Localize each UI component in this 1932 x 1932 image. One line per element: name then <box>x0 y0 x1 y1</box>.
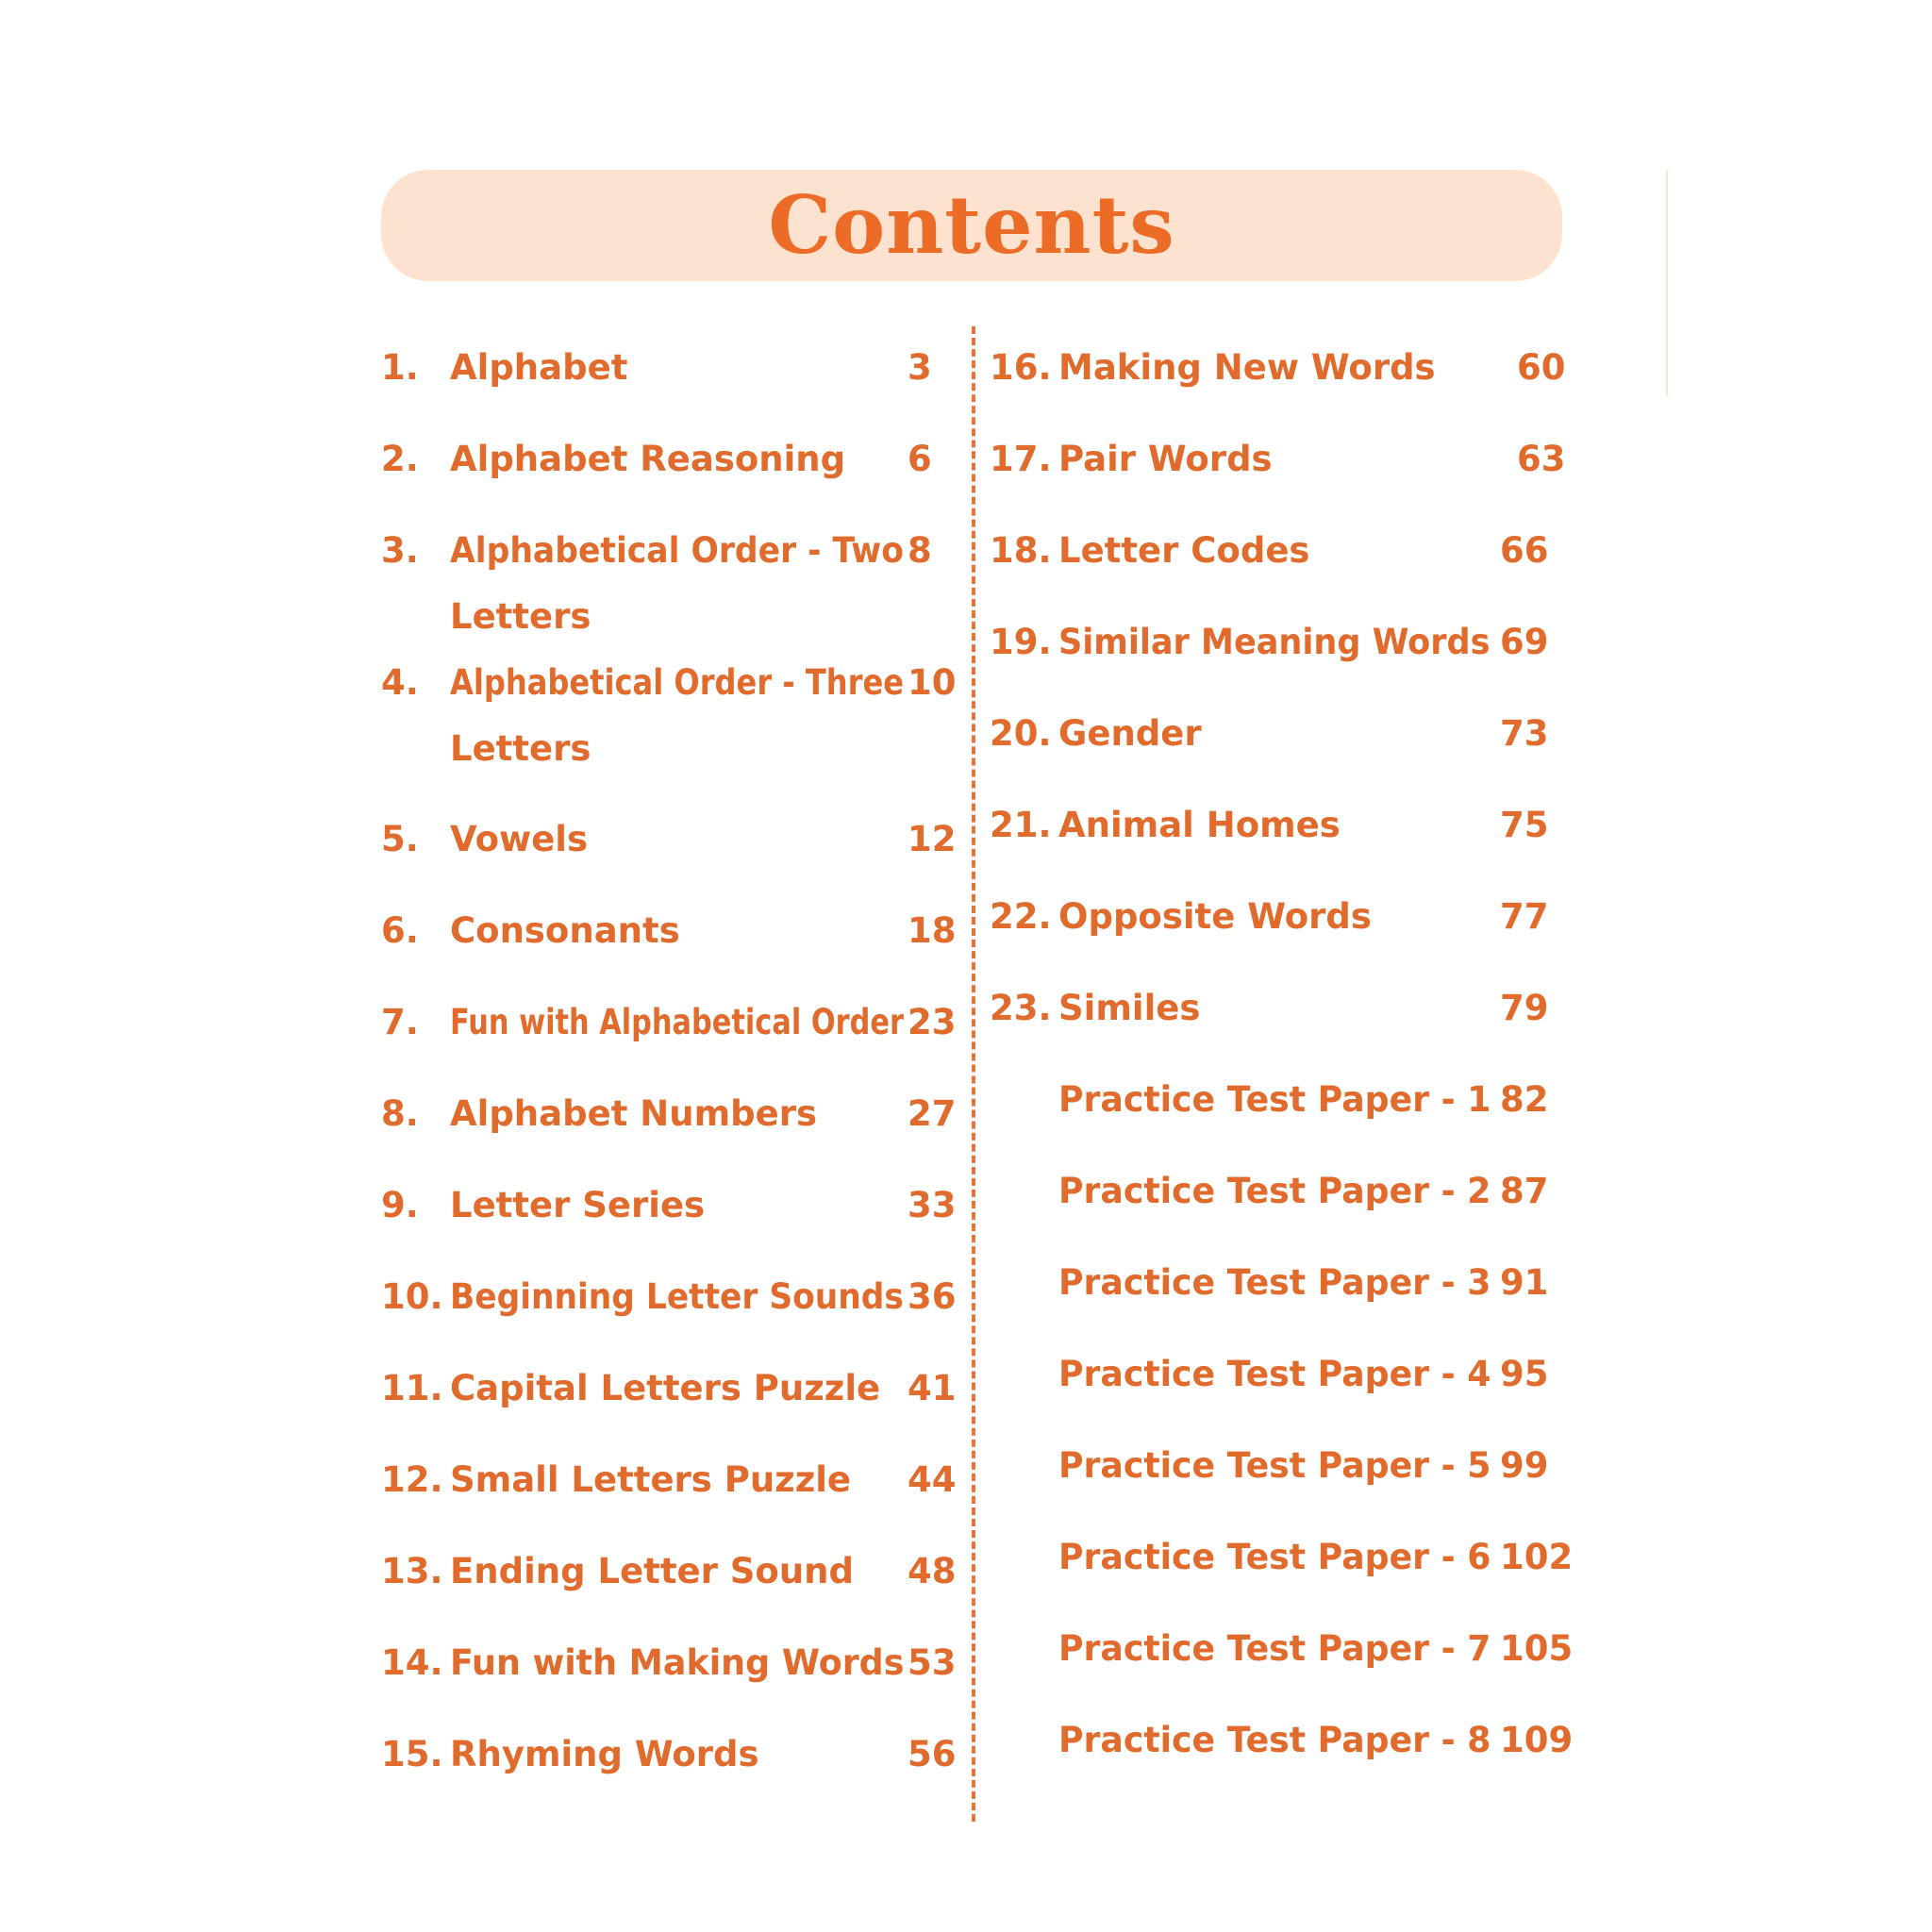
entry-number: 1. <box>381 347 419 388</box>
entry-number: 15. <box>381 1734 443 1774</box>
entry-title: Pair Words <box>1058 439 1273 479</box>
entry-title: Alphabetical Order - Three <box>450 662 905 703</box>
entry-title: Letter Codes <box>1058 530 1310 571</box>
entry-number: 2. <box>381 439 419 479</box>
entry-page-number: 73 <box>1500 713 1549 754</box>
entry-page-number: 63 <box>1517 439 1566 479</box>
page-edge-line <box>1666 170 1668 396</box>
entry-page-number: 69 <box>1500 622 1549 662</box>
entry-number: 4. <box>381 662 419 703</box>
entry-title: Letter Series <box>450 1185 706 1225</box>
entry-page-number: 41 <box>908 1368 957 1408</box>
entry-title: Making New Words <box>1058 347 1436 388</box>
entry-number: 23. <box>990 988 1052 1028</box>
contents-banner <box>381 170 1562 281</box>
entry-title: Alphabet <box>450 347 628 388</box>
entry-page-number: 105 <box>1500 1628 1574 1669</box>
entry-title: Animal Homes <box>1058 805 1341 845</box>
entry-number: 7. <box>381 1002 419 1042</box>
entry-title: Similar Meaning Words <box>1058 622 1491 662</box>
entry-title: Opposite Words <box>1058 896 1372 937</box>
entry-page-number: 23 <box>908 1002 957 1042</box>
entry-page-number: 18 <box>908 910 957 951</box>
entry-number: 5. <box>381 819 419 859</box>
entry-page-number: 56 <box>908 1734 957 1774</box>
entry-page-number: 60 <box>1517 347 1566 388</box>
entry-number: 20. <box>990 713 1052 754</box>
entry-page-number: 102 <box>1500 1537 1574 1577</box>
entry-number: 21. <box>990 805 1052 845</box>
entry-title: Practice Test Paper - 2 <box>1058 1171 1491 1211</box>
entry-page-number: 36 <box>908 1276 957 1317</box>
entry-number: 6. <box>381 910 419 951</box>
entry-number: 18. <box>990 530 1052 571</box>
entry-title: Alphabetical Order - Two <box>450 530 904 571</box>
entry-number: 19. <box>990 622 1052 662</box>
entry-number: 22. <box>990 896 1052 937</box>
entry-title: Vowels <box>450 819 589 859</box>
entry-title: Practice Test Paper - 8 <box>1058 1720 1491 1760</box>
entry-number: 17. <box>990 439 1052 479</box>
entry-page-number: 12 <box>908 819 957 859</box>
entry-title: Practice Test Paper - 3 <box>1058 1262 1491 1303</box>
entry-number: 8. <box>381 1093 419 1134</box>
entry-page-number: 75 <box>1500 805 1549 845</box>
entry-title-continued: Letters <box>450 596 591 637</box>
entry-title: Practice Test Paper - 4 <box>1058 1354 1491 1394</box>
entry-title: Fun with Alphabetical Order <box>450 1002 904 1042</box>
entry-page-number: 66 <box>1500 530 1549 571</box>
entry-title: Alphabet Numbers <box>450 1093 817 1134</box>
entry-title: Practice Test Paper - 1 <box>1058 1079 1491 1120</box>
entry-page-number: 77 <box>1500 896 1549 937</box>
entry-number: 11. <box>381 1368 443 1408</box>
entry-number: 3. <box>381 530 419 571</box>
entry-page-number: 109 <box>1500 1720 1574 1760</box>
entry-page-number: 91 <box>1500 1262 1549 1303</box>
entry-page-number: 79 <box>1500 988 1549 1028</box>
entry-number: 16. <box>990 347 1052 388</box>
entry-number: 12. <box>381 1459 443 1500</box>
entry-title: Rhyming Words <box>450 1734 759 1774</box>
entry-number: 14. <box>381 1642 443 1683</box>
entry-page-number: 48 <box>908 1551 957 1591</box>
entry-number: 9. <box>381 1185 419 1225</box>
entry-number: 13. <box>381 1551 443 1591</box>
entry-page-number: 6 <box>908 439 932 479</box>
entry-title: Practice Test Paper - 5 <box>1058 1445 1491 1486</box>
entry-page-number: 99 <box>1500 1445 1549 1486</box>
entry-title: Small Letters Puzzle <box>450 1459 852 1500</box>
column-divider <box>972 326 975 1822</box>
entry-title: Alphabet Reasoning <box>450 439 846 479</box>
entry-page-number: 82 <box>1500 1079 1549 1120</box>
entry-title: Beginning Letter Sounds <box>450 1276 904 1317</box>
entry-title: Gender <box>1058 713 1202 754</box>
entry-title-continued: Letters <box>450 728 591 769</box>
entry-title: Capital Letters Puzzle <box>450 1368 881 1408</box>
entry-title: Similes <box>1058 988 1201 1028</box>
entry-page-number: 44 <box>908 1459 957 1500</box>
entry-title: Fun with Making Words <box>450 1642 905 1683</box>
page-title: Contents <box>768 178 1175 272</box>
entry-page-number: 95 <box>1500 1354 1549 1394</box>
entry-page-number: 8 <box>908 530 932 571</box>
entry-title: Consonants <box>450 910 680 951</box>
entry-page-number: 87 <box>1500 1171 1549 1211</box>
entry-page-number: 33 <box>908 1185 957 1225</box>
entry-number: 10. <box>381 1276 443 1317</box>
entry-page-number: 53 <box>908 1642 957 1683</box>
entry-title: Practice Test Paper - 6 <box>1058 1537 1491 1577</box>
entry-title: Practice Test Paper - 7 <box>1058 1628 1491 1669</box>
entry-page-number: 10 <box>908 662 957 703</box>
entry-page-number: 3 <box>908 347 932 388</box>
entry-title: Ending Letter Sound <box>450 1551 854 1591</box>
entry-page-number: 27 <box>908 1093 957 1134</box>
